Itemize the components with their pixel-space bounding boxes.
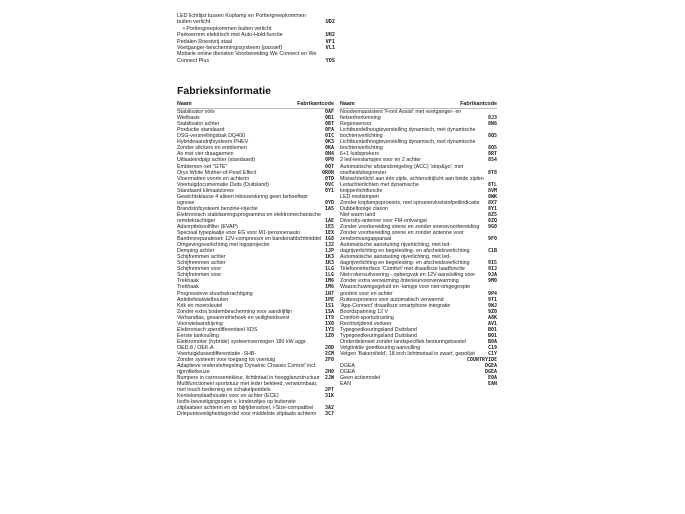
row-name: Gewichtsklasse 4 alleen inbouwsturing geen behoeftepr ognose [177, 193, 309, 206]
feature-list [177, 13, 335, 64]
row-code: 2PT [324, 387, 334, 394]
row-code: 8N6 [487, 121, 497, 128]
row-code: B01 [487, 326, 497, 333]
row-name: Krik en moersleutel [177, 302, 223, 309]
table-row [340, 176, 497, 188]
row-code: 1Z0 [324, 332, 334, 339]
row-code: AV1 [487, 320, 497, 327]
row-name: Elektromotor (hybride) systeemvermogen 180 kW aggr. OED.8 / OEK.A [177, 338, 307, 351]
row-code: UH2 [325, 32, 335, 39]
row-code: 8Q5 [487, 133, 497, 140]
row-name: Isofix-bevestigingsogen v. kinderzitjes op buitenste zitplaatsen achterin en op bijrijdersstoel, i-Size-compatibel [177, 399, 314, 412]
row-name: Demping achter [177, 248, 215, 255]
row-name: Comfort-sportuitrusting [340, 314, 394, 321]
row-code: 0KA [324, 145, 334, 152]
table-row [177, 51, 335, 64]
row-name: DSG-versnellingsbak DQ400 [177, 133, 246, 140]
row-code: EAN [487, 381, 497, 388]
row-code: 8VM [487, 187, 497, 194]
row-name: Voorwielaandrijving [177, 320, 223, 327]
row-code: 0VC [324, 181, 334, 188]
row-code: 1M6 [324, 284, 334, 291]
row-code: 1LG [324, 266, 334, 273]
row-code: 9WJ [487, 302, 497, 309]
row-name: Dubbeltonige claxon [340, 205, 389, 212]
row-code: COUNTRYIDE [466, 357, 497, 364]
row-name: • Portiergreepkommen buiten verlicht [183, 25, 272, 32]
row-name: Waarschuwingsgeluid en -lampje voor niet-omgegespte gordels voor en achter [340, 284, 471, 297]
row-code: 1K3 [324, 254, 334, 261]
row-name: Trekhaak [177, 278, 199, 285]
row-code: YOS [325, 57, 335, 64]
table-row [177, 381, 334, 393]
row-name: knipperlichtfunctie [340, 187, 383, 194]
table-row [340, 139, 497, 151]
row-code: 1EX [324, 230, 334, 237]
row-name: Vloermatten voorin en achterin [177, 175, 250, 182]
row-code: B0A [487, 338, 497, 345]
row-name: DGEA [340, 363, 356, 370]
row-code: 9M0 [487, 278, 497, 285]
row-code: 1JP [324, 248, 334, 255]
row-code: 9T1 [487, 296, 497, 303]
row-code: 1A5 [324, 205, 334, 212]
row-code: C1B [487, 248, 497, 255]
table-row [340, 109, 497, 121]
row-code: 0N4 [324, 151, 334, 158]
row-name: Zonder extra bodembescherming voor aandrijflijn [177, 308, 293, 315]
row-name: Voertuigdocumentatie Duits (Duitsland) [177, 181, 269, 188]
row-code: 1J2 [324, 242, 334, 249]
row-name: Automatische aanstuiring rijverlichting, met led-dagrijverlichting en begeleiding- en afscheidsverlichting [340, 242, 470, 255]
row-code: 1G8 [324, 236, 334, 243]
header-code: Fabrikantcode [460, 101, 497, 107]
row-code: 8T8 [487, 169, 497, 176]
row-code: 31K [324, 393, 334, 400]
row-name: Speciaal typeplaatje voor EG voor M1-personenauto [177, 230, 301, 237]
row-code: 1Y3 [324, 326, 334, 333]
row-name: EAN [340, 381, 351, 388]
row-code: DGEA [484, 363, 497, 370]
row-name: Oryx White Mother-of-Pearl Effect [177, 169, 257, 176]
row-code: 2JW [324, 375, 334, 382]
row-name: Onderdelenset zonder landspecifiek besturingstoestel [340, 338, 467, 345]
table-row [177, 363, 334, 375]
row-code: 8Q5 [487, 145, 497, 152]
row-name: Bandenreparateset: 12V-compressor en bandenafdichtmiddel [177, 236, 322, 243]
row-name: Zonder systeem voor toegang tot voertuig [177, 357, 276, 364]
row-name: Diversity-antenne voor FM-ontvangst [340, 217, 427, 224]
row-code: 1PE [324, 296, 334, 303]
row-name: Typegoedkeuringsland Duitsland [340, 326, 417, 333]
table-row [340, 242, 497, 254]
row-code: 8TL [487, 181, 497, 188]
table-row [340, 254, 497, 266]
row-name: Omgevingsverlichting met logoprojectie [177, 242, 270, 249]
row-code: C19 [487, 344, 497, 351]
row-code: 1SA [324, 308, 334, 315]
row-code: 20D [324, 344, 334, 351]
row-code: 8Z5 [487, 211, 497, 218]
row-name: Geen actiemodel [340, 375, 381, 382]
row-name: Schijfremmen achter [177, 254, 226, 261]
row-code: 2F0 [324, 357, 334, 364]
row-name: Stabilisator vóór [177, 109, 215, 116]
row-name: Trekhaak [177, 284, 199, 291]
row-code: 9JA [487, 272, 497, 279]
row-name: Elektronisch sperdifferentieel XDS [177, 326, 258, 333]
row-code: 8Y1 [487, 205, 497, 212]
row-name: Lichtbundelhoogteverstelling dynamisch, met dynamische bochtenverlichting [340, 139, 476, 152]
row-code: 0R0R [321, 169, 334, 176]
row-code: 1M6 [324, 278, 334, 285]
row-name: Voetganger-beschermingssysteem (passief) [177, 45, 283, 52]
row-name: 'App-Connect' draadloze smartphone integratie [340, 302, 451, 309]
row-name: Verbandtas, gevarendriehoek en veiligheidsvest [177, 314, 290, 321]
row-code: 9IJ [487, 266, 497, 273]
row-code: 1E5 [324, 223, 334, 230]
row-name: Zonder stickers en emblemen [177, 145, 247, 152]
table-header [340, 101, 497, 109]
row-code: A8K [487, 314, 497, 321]
row-code: VL1 [325, 45, 335, 52]
table-row [340, 284, 497, 296]
row-code: 9P4 [487, 290, 497, 297]
row-name: Elektronisch stabiliseringsprogramma en elektromechanische remdekrachtiger [177, 211, 321, 224]
row-name: Schijfremmen achter [177, 260, 226, 267]
row-name: Schijfremmen voor [177, 266, 222, 273]
row-name: Stabilisator achter [177, 121, 220, 128]
row-code: E0A [487, 375, 497, 382]
row-code: 1N7 [324, 290, 334, 297]
row-code: 9Z0 [487, 308, 497, 315]
section-title: Fabrieksinformatie [177, 85, 271, 97]
row-name: Automatische afstandsregeling (ACC) 'stop&go', met snelheidsbegrenzer [340, 163, 464, 176]
row-code: 0B1 [324, 115, 334, 122]
row-name: Driepuntsveiligheidsgordel voor middelste zitplaats achterin [177, 411, 317, 418]
row-code: 8RT [487, 151, 497, 158]
row-code: 0YD [324, 199, 334, 206]
table-row [340, 127, 497, 139]
table-row [177, 339, 334, 351]
row-name: Ruitensproeiers voor automatisch verwarmd [340, 296, 444, 303]
row-name: Kentekenplaathouder voor en achter (ECE) [177, 393, 279, 400]
row-name: Automatische aanstuiring rijverlichting, met led-dagrijverlichting en begeleiding- en afscheidsverlichting [340, 254, 470, 267]
row-code: 0TD [324, 175, 334, 182]
table-row [177, 399, 334, 411]
row-name: Multifunctioneel sportstuur met leder bekleed, verwarmbaar, met touch-bediening en schakelpeddels [177, 381, 318, 394]
table-row [177, 13, 335, 26]
row-name: Adsorptiekoolfilter (EVAP) [177, 223, 238, 230]
row-code: 0BT [324, 121, 334, 128]
row-name: Lichtbundelhoogteverstelling dynamisch, met dynamische bochtenverlichting [340, 127, 476, 140]
row-code: 8X7 [487, 199, 497, 206]
row-code: 1T9 [324, 314, 334, 321]
row-code: UD2 [325, 19, 335, 26]
row-code: DGEA [484, 369, 497, 376]
row-name: LED mistlampen [340, 193, 379, 200]
row-name: Wielbasis [177, 115, 200, 122]
row-name: Productie standaard [177, 127, 225, 134]
row-name: Noodremassistent 'Front Assist' met voetganger- en fietserherkenning [340, 109, 462, 122]
row-name: 2 led-leeslampjes voor en 2 achter [340, 157, 421, 164]
row-code: C1Y [487, 350, 497, 357]
row-code: 1LG [324, 272, 334, 279]
row-name: Bumpers in carrosseriekleur, lichtintaal in hoogglanzstructuur [177, 375, 320, 382]
row-name: Emblemen-set "GTE" [177, 163, 228, 170]
row-name: Adaptieve onderstelregeling 'Dynamic Chassis Control' incl. rijprofielkeuze [177, 363, 317, 376]
row-name: Telefooninterface 'Comfort' met draadloze laadfunctie [340, 266, 465, 273]
row-name: Zonder voorbereiding sirene en zonder sirenevoorbereiding [340, 223, 480, 230]
row-name: Progressieve stuurbekrachtiging [177, 290, 253, 297]
row-code: 3A2 [324, 405, 334, 412]
row-code: 8WK [487, 193, 497, 200]
row-code: 1X0 [324, 320, 334, 327]
row-name: As met vier draagarmen [177, 151, 234, 158]
row-name: LED lichtlijst tussen Koplamp en Portiergreepkommen buiten verlicht [177, 13, 306, 26]
table-row [340, 381, 497, 387]
row-name: Rechtsrijdend verkeer [340, 320, 392, 327]
factory-table-right [340, 101, 497, 387]
row-code: B01 [487, 332, 497, 339]
header-name: Naam [340, 101, 355, 107]
row-code: 8S4 [487, 157, 497, 164]
row-name: Niet-rokersuitvoering - opbergvak en 12V-aansluiting voor [340, 272, 476, 279]
row-code: 0QT [324, 163, 334, 170]
row-name: Parkeerrem elektrisch met Auto-Hold-functie [177, 32, 283, 39]
row-code: 0IC [324, 133, 334, 140]
row-name: Voertuigklassedifferentiatie -SHB- [177, 350, 257, 357]
row-code: 9I5 [487, 260, 497, 267]
row-name: Zonder voorbereiding sirene en zonder antenne voor zendontvangapparaat [340, 230, 464, 243]
row-name: Velgen 'Bakersfield', 18 inch lichtmetaal in zwart, gepolijst [340, 350, 475, 357]
row-code: 8J3 [487, 115, 497, 122]
table-row [340, 164, 497, 176]
row-name: DGEA [340, 369, 356, 376]
factory-table-left [177, 101, 334, 417]
header-name: Naam [177, 101, 192, 107]
row-name: Eerste tankvulling [177, 332, 219, 339]
row-code: 0AF [324, 109, 334, 116]
row-name: Mobiele online diensten Voorbereiding We Connect en We Connect Plus [177, 51, 317, 64]
row-code: 1AE [324, 217, 334, 224]
table-row [177, 411, 334, 417]
table-header [177, 101, 334, 109]
row-name: 6+1 luidsprekers [340, 151, 380, 158]
row-name: Velgtinktie goedkeuring aanvulling [340, 344, 421, 351]
row-name: Schijfremmen voor [177, 272, 222, 279]
row-name: Brandstofsysteem benzine-injectie [177, 205, 258, 212]
table-row [177, 212, 334, 224]
row-code: VF1 [325, 38, 335, 45]
row-name: Zonder koplampsproeiers, met sproeiervloeistofpeilindicatie [340, 199, 480, 206]
row-code: 0K3 [324, 139, 334, 146]
row-code: 3C7 [324, 411, 334, 418]
row-code: 9G0 [487, 223, 497, 230]
row-name: Regensensor [340, 121, 372, 128]
row-code: 2CM [324, 350, 334, 357]
header-code: Fabrikantcode [297, 101, 334, 107]
row-code: 1S1 [324, 302, 334, 309]
row-code: 1K3 [324, 260, 334, 267]
row-name: Uitlaateindpijp achter (standaard) [177, 157, 256, 164]
row-code: 2H0 [324, 369, 334, 376]
table-row [177, 194, 334, 206]
row-name: Antidiefstalwielbouten [177, 296, 229, 303]
row-name: Standaard klimaatzones [177, 187, 234, 194]
row-name: Typegoedkeuringsland Duitsland [340, 332, 417, 339]
row-name: Hybrideaandrijfsysteem PHEV [177, 139, 249, 146]
row-code: 0Y1 [324, 187, 334, 194]
row-name: Boordspanning 12 V [340, 308, 389, 315]
table-row [340, 230, 497, 242]
row-name: Pedalen Roestvrij staal [177, 38, 233, 45]
row-code: 0P0 [324, 157, 334, 164]
row-code: 9F0 [487, 236, 497, 243]
row-name: Zonder extra verwarming /interieurvoorverwarming [340, 278, 459, 285]
row-code: 0FA [324, 127, 334, 134]
row-code: 8ZQ [487, 217, 497, 224]
row-name: Mistachterlicht aan één zijde, achteruitrijlicht aan beide zijden Ledachterlichten met dynamische [340, 175, 484, 188]
row-name: Niet warm land [340, 211, 376, 218]
